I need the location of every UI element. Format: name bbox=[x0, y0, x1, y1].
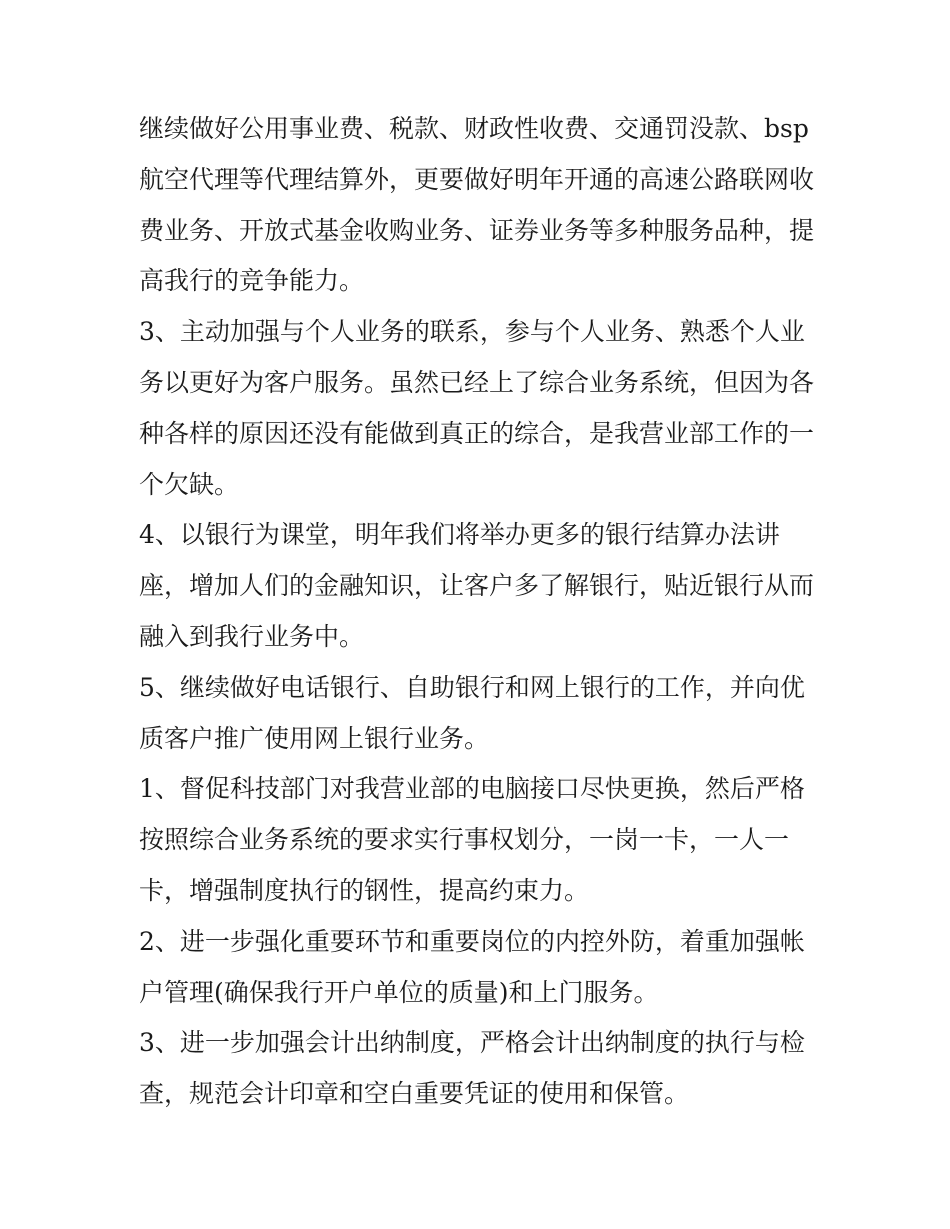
text-line: 3、进一步加强会计出纳制度，严格会计出纳制度的执行与检 bbox=[139, 1028, 805, 1058]
text-line: 质客户推广使用网上银行业务。 bbox=[139, 723, 490, 753]
text-line: 查，规范会计印章和空白重要凭证的使用和保管。 bbox=[139, 1079, 690, 1109]
text-line: 继续做好公用事业费、税款、财政性收费、交通罚没款、bsp bbox=[139, 114, 809, 143]
text-line: 种各样的原因还没有能做到真正的综合，是我营业部工作的一 bbox=[139, 418, 815, 448]
text-line: 务以更好为客户服务。虽然已经上了综合业务系统，但因为各 bbox=[139, 367, 815, 397]
text-line: 按照综合业务系统的要求实行事权划分，一岗一卡，一人一 bbox=[139, 825, 790, 855]
text-line: 3、主动加强与个人业务的联系，参与个人业务、熟悉个人业 bbox=[139, 317, 805, 347]
document-body bbox=[139, 104, 819, 1120]
text-line: 户管理(确保我行开户单位的质量)和上门服务。 bbox=[139, 977, 659, 1007]
text-line: 费业务、开放式基金收购业务、证券业务等多种服务品种，提 bbox=[139, 215, 815, 245]
text-line: 4、以银行为课堂，明年我们将举办更多的银行结算办法讲 bbox=[139, 520, 780, 550]
text-line: 5、继续做好电话银行、自助银行和网上银行的工作，并向优 bbox=[139, 672, 805, 702]
text-line: 航空代理等代理结算外，更要做好明年开通的高速公路联网收 bbox=[139, 164, 815, 194]
text-line: 高我行的竞争能力。 bbox=[139, 266, 365, 296]
text-line: 座，增加人们的金融知识，让客户多了解银行，贴近银行从而 bbox=[139, 571, 815, 601]
text-line: 个欠缺。 bbox=[139, 469, 240, 499]
text-line: 卡，增强制度执行的钢性，提高约束力。 bbox=[139, 875, 590, 905]
text-line: 融入到我行业务中。 bbox=[139, 621, 365, 651]
text-line: 1、督促科技部门对我营业部的电脑接口尽快更换，然后严格 bbox=[139, 774, 805, 804]
text-line: 2、进一步强化重要环节和重要岗位的内控外防，着重加强帐 bbox=[139, 926, 805, 956]
